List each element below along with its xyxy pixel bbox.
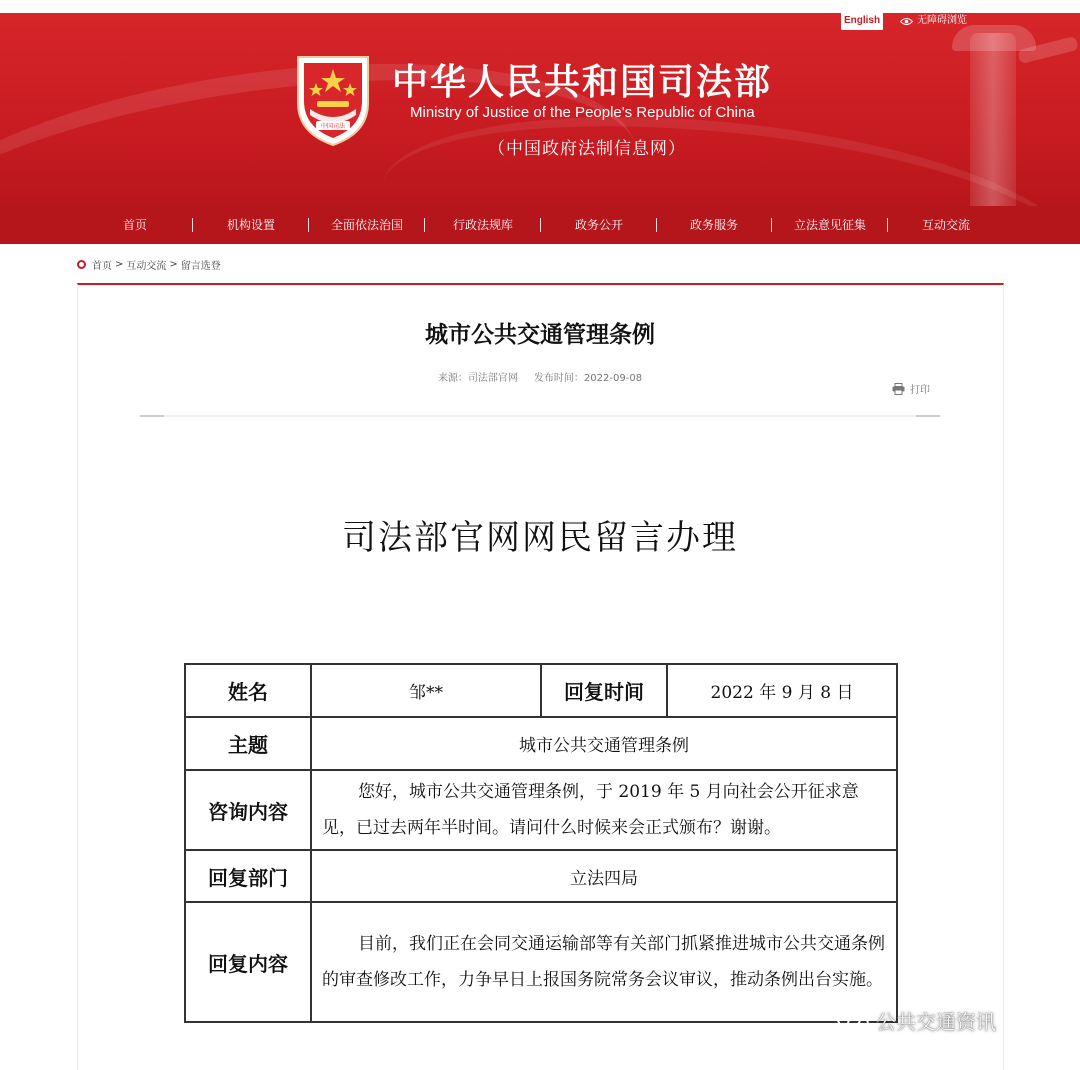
eye-icon xyxy=(900,17,913,26)
print-label: 打印 xyxy=(910,385,930,396)
location-icon xyxy=(77,260,86,269)
nav-separator xyxy=(656,218,657,232)
english-language-button[interactable]: English xyxy=(841,12,883,30)
site-subtitle-english: Ministry of Justice of the People's Republic of China xyxy=(410,104,755,121)
nav-separator xyxy=(887,218,888,232)
article-date: 发布时间：2022-09-08 xyxy=(533,373,643,384)
message-table xyxy=(184,663,898,1023)
wechat-icon xyxy=(836,1008,870,1034)
breadcrumb-selected-messages[interactable]: 留言选登 xyxy=(180,260,221,272)
reply-content xyxy=(311,902,897,1022)
nav-item-services[interactable]: 政务服务 xyxy=(689,218,739,232)
inquiry-content xyxy=(311,770,897,850)
breadcrumb-interaction[interactable]: 互动交流 xyxy=(126,260,167,272)
subject-value: 城市公共交通管理条例 xyxy=(311,717,897,770)
subject-label: 主题 xyxy=(185,717,311,770)
svg-text:中国司法: 中国司法 xyxy=(320,123,346,130)
article-source: 来源：司法部官网 xyxy=(437,373,518,384)
nav-item-rule-of-law[interactable]: 全面依法治国 xyxy=(330,218,404,232)
site-title: 中华人民共和国司法部 xyxy=(392,61,773,103)
nav-separator xyxy=(192,218,193,232)
nav-item-organization[interactable]: 机构设置 xyxy=(226,218,276,232)
table-row xyxy=(185,664,897,717)
breadcrumb-separator: > xyxy=(169,258,178,270)
reply-text: 目前，我们正在会同交通运输部等有关部门抓紧推进城市公共交通条例的审查修改工作，力争早日上报国务院常务会议审议，推动条例出台实施。 xyxy=(322,934,885,990)
breadcrumb xyxy=(77,256,221,272)
main-nav xyxy=(0,206,1080,244)
department-label: 回复部门 xyxy=(185,850,311,902)
printer-icon xyxy=(892,383,905,395)
table-row xyxy=(185,717,897,770)
nav-item-interaction[interactable]: 互动交流 xyxy=(921,218,971,232)
inquiry-text: 您好，城市公共交通管理条例，于 2019 年 5 月向社会公开征求意见，已过去两年半时间。请问什么时候来会正式颁布？谢谢。 xyxy=(322,782,859,838)
reply-content-label: 回复内容 xyxy=(185,902,311,1022)
print-button[interactable] xyxy=(892,381,930,396)
reply-time-label: 回复时间 xyxy=(541,664,667,717)
site-subtitle-chinese: （中国政府法制信息网） xyxy=(488,139,686,159)
reply-time-value: 2022 年 9 月 8 日 xyxy=(667,664,897,717)
ministry-emblem-icon xyxy=(292,51,374,147)
nav-separator xyxy=(540,218,541,232)
nav-item-home[interactable]: 首页 xyxy=(122,218,148,232)
watermark-text: 公共交通资讯 xyxy=(876,1010,996,1034)
nav-separator xyxy=(771,218,772,232)
nav-item-regulations[interactable]: 行政法规库 xyxy=(452,218,514,232)
nav-item-legislation-comments[interactable]: 立法意见征集 xyxy=(793,218,867,232)
table-row xyxy=(185,850,897,902)
breadcrumb-home[interactable]: 首页 xyxy=(92,260,112,272)
table-row xyxy=(185,902,897,1022)
accessibility-label: 无障碍浏览 xyxy=(917,15,967,26)
article-title: 城市公共交通管理条例 xyxy=(425,322,655,348)
table-row xyxy=(185,770,897,850)
accessibility-link[interactable] xyxy=(900,12,967,30)
nav-separator xyxy=(424,218,425,232)
wechat-watermark xyxy=(836,1006,996,1035)
name-label: 姓名 xyxy=(185,664,311,717)
department-value: 立法四局 xyxy=(311,850,897,902)
nav-item-government-affairs[interactable]: 政务公开 xyxy=(574,218,624,232)
document-title: 司法部官网网民留言办理 xyxy=(342,518,738,558)
huabiao-decoration xyxy=(970,33,1016,206)
article-divider xyxy=(140,415,940,417)
breadcrumb-separator: > xyxy=(115,258,124,270)
inquiry-label: 咨询内容 xyxy=(185,770,311,850)
name-value: 邹** xyxy=(311,664,541,717)
nav-separator xyxy=(308,218,309,232)
